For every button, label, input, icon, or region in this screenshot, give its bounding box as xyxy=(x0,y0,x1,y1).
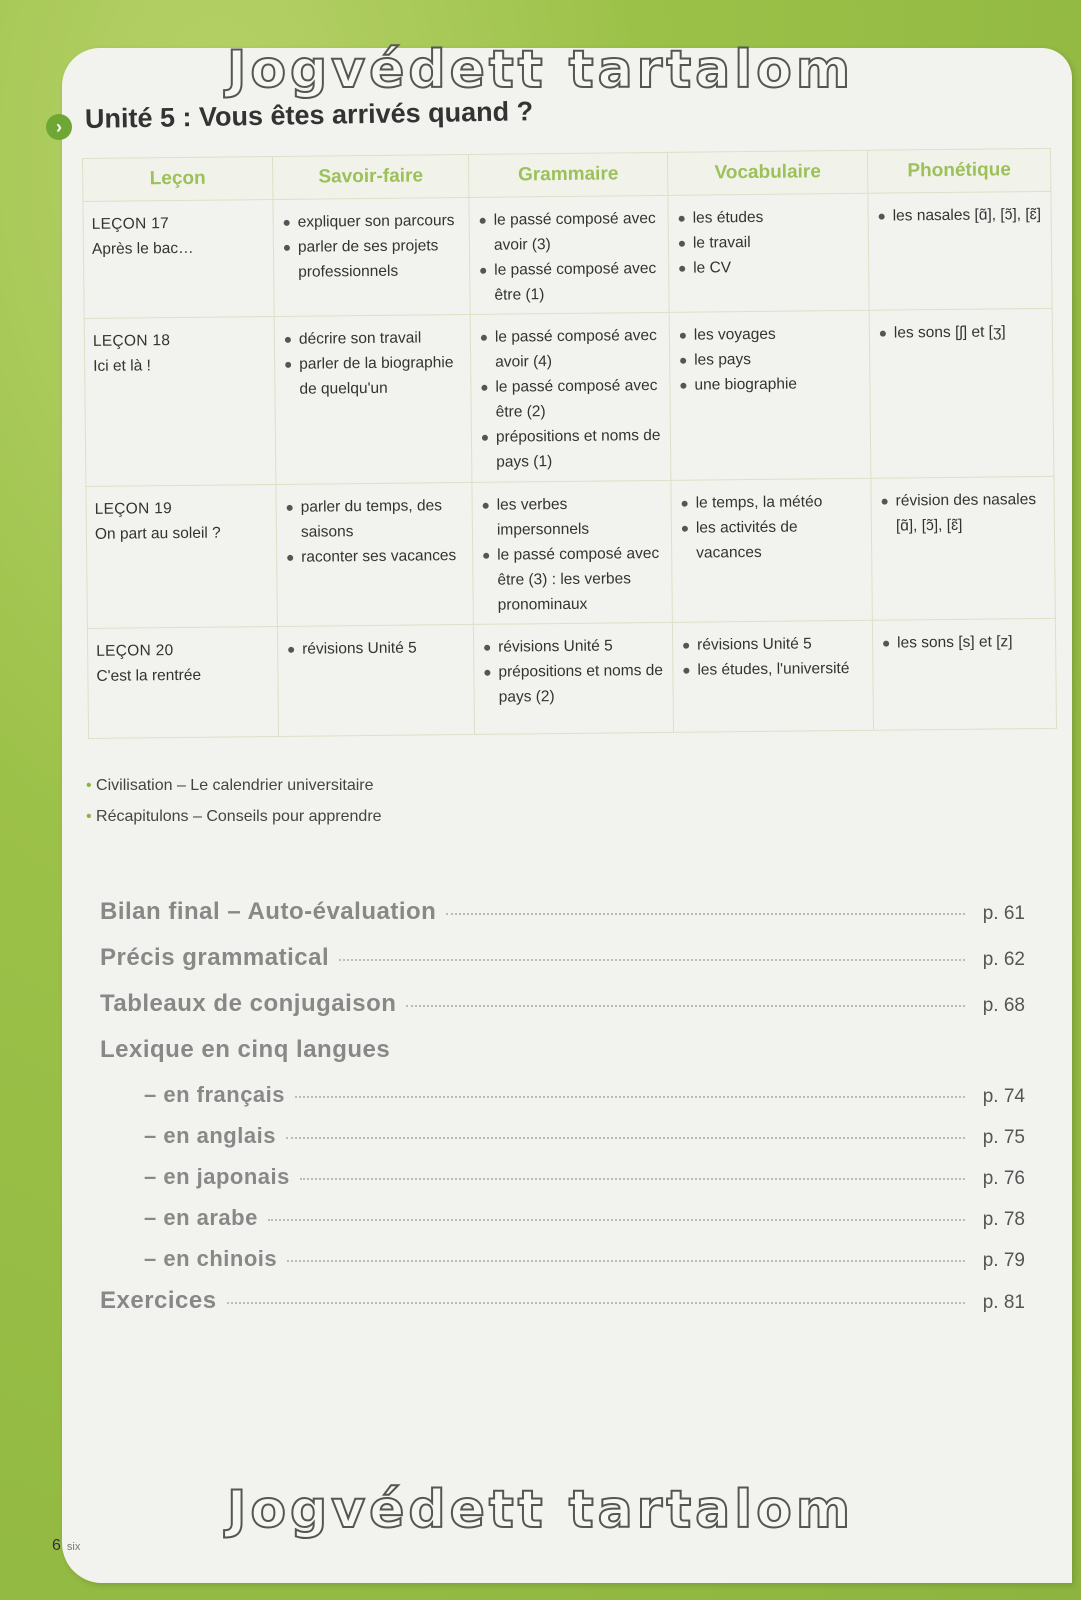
list-item: révision des nasales [ɑ̃], [ɔ̃], [ɛ̃] xyxy=(880,487,1047,539)
lesson-cell xyxy=(87,626,278,738)
toc-entry xyxy=(100,944,1025,990)
toc-leader-dots xyxy=(300,1178,965,1180)
phonetique-list xyxy=(881,629,1047,656)
grammaire-cell xyxy=(472,480,672,624)
list-item: parler de la biographie de quelqu'un xyxy=(283,350,463,402)
header-vocabulaire: Vocabulaire xyxy=(667,150,867,195)
list-item: les études xyxy=(677,204,860,231)
toc-label: Tableaux de conjugaison xyxy=(100,990,397,1017)
vocabulaire-cell xyxy=(669,310,871,480)
list-item: le passé composé avec être (1) xyxy=(478,256,661,308)
toc-entry xyxy=(100,1205,1025,1246)
lesson-cell xyxy=(83,200,274,319)
note-recapitulons: • Récapitulons – Conseils pour apprendre xyxy=(86,801,382,832)
vocabulaire-list xyxy=(681,631,865,683)
list-item: révisions Unité 5 xyxy=(482,633,664,660)
header-phonetique: Phonétique xyxy=(867,148,1050,193)
toc-label: Précis grammatical xyxy=(100,944,330,971)
grammaire-cell xyxy=(470,312,671,482)
lesson-number: LEÇON 18 xyxy=(92,332,171,350)
toc-page-ref: p. 79 xyxy=(982,1250,1025,1271)
table-row xyxy=(84,308,1054,486)
phonetique-list xyxy=(878,319,1044,346)
toc-page-ref: p. 78 xyxy=(982,1209,1025,1230)
toc-leader-dots xyxy=(339,959,965,961)
vocabulaire-cell xyxy=(668,193,869,312)
lesson-cell xyxy=(84,316,276,486)
savoir-cell xyxy=(276,482,473,626)
list-item: les verbes impersonnels xyxy=(481,491,664,543)
savoir-list xyxy=(286,635,465,662)
toc-leader-dots xyxy=(227,1302,965,1304)
watermark-top: Jogvédett tartalom xyxy=(226,40,855,100)
lesson-title: Après le bac… xyxy=(91,239,194,258)
grammaire-list xyxy=(482,633,665,710)
table-of-contents xyxy=(100,898,1025,1333)
savoir-cell xyxy=(273,197,470,316)
list-item: les sons [s] et [z] xyxy=(881,629,1047,656)
grammaire-cell xyxy=(473,622,673,734)
lesson-title: Ici et là ! xyxy=(93,357,151,375)
page-footer xyxy=(52,1537,80,1555)
vocabulaire-cell xyxy=(672,620,873,732)
watermark-bottom: Jogvédett tartalom xyxy=(226,1480,855,1540)
note-civilisation: • Civilisation – Le calendrier universitaire xyxy=(86,770,382,801)
vocabulaire-list xyxy=(680,489,864,566)
unit-bullet-icon: › xyxy=(46,114,72,140)
savoir-cell xyxy=(274,314,472,484)
toc-entry xyxy=(100,990,1025,1036)
page-number: 6 xyxy=(52,1537,61,1554)
toc-leader-dots xyxy=(406,1005,965,1007)
list-item: le travail xyxy=(677,229,860,256)
toc-label: – en français xyxy=(144,1082,286,1107)
list-item: le passé composé avec être (2) xyxy=(479,373,662,425)
unit-title: Unité 5 : Vous êtes arrivés quand ? xyxy=(84,96,534,134)
grammaire-cell xyxy=(469,195,669,314)
lesson-title: On part au soleil ? xyxy=(94,524,221,543)
toc-label: Lexique en cinq langues xyxy=(100,1036,391,1063)
savoir-cell xyxy=(277,624,474,736)
list-item: le passé composé avec avoir (3) xyxy=(478,206,661,258)
table-row xyxy=(87,618,1056,738)
list-item: les activités de vacances xyxy=(680,514,864,566)
savoir-list xyxy=(283,325,463,402)
phonetique-cell xyxy=(869,308,1054,478)
grammaire-list xyxy=(478,206,661,308)
toc-entry xyxy=(100,1164,1025,1205)
lesson-title: C'est la rentrée xyxy=(96,666,202,685)
toc-page-ref: p. 74 xyxy=(982,1086,1025,1107)
list-item: le passé composé avec avoir (4) xyxy=(479,323,662,375)
lesson-cell xyxy=(86,484,277,628)
list-item: parler du temps, des saisons xyxy=(285,493,465,545)
list-item: les pays xyxy=(678,346,861,373)
list-item: les sons [ʃ] et [ʒ] xyxy=(878,319,1044,346)
vocabulaire-list xyxy=(678,321,862,398)
list-item: prépositions et noms de pays (1) xyxy=(480,423,663,475)
list-item: une biographie xyxy=(678,371,861,398)
table-row xyxy=(83,191,1052,318)
toc-entry xyxy=(100,1082,1025,1123)
list-item: raconter ses vacances xyxy=(285,543,464,570)
toc-label: – en anglais xyxy=(144,1123,276,1148)
toc-entry xyxy=(100,1036,1025,1082)
toc-label: – en arabe xyxy=(144,1205,258,1230)
toc-page-ref: p. 62 xyxy=(982,949,1025,970)
header-lecon: Leçon xyxy=(83,157,273,202)
phonetique-list xyxy=(877,202,1043,229)
list-item: le CV xyxy=(677,254,860,281)
list-item: décrire son travail xyxy=(283,325,462,352)
toc-page-ref: p. 75 xyxy=(982,1127,1025,1148)
header-savoir-faire: Savoir-faire xyxy=(272,154,468,199)
toc-leader-dots xyxy=(286,1137,965,1139)
list-item: les nasales [ɑ̃], [ɔ̃], [ɛ̃] xyxy=(877,202,1043,229)
vocabulaire-cell xyxy=(671,478,872,622)
unit-notes xyxy=(86,770,382,832)
phonetique-cell xyxy=(868,191,1052,310)
toc-label: – en chinois xyxy=(144,1246,278,1271)
list-item: parler de ses projets professionnels xyxy=(282,233,462,285)
toc-entry xyxy=(100,1123,1025,1164)
list-item: le temps, la météo xyxy=(680,489,863,516)
lesson-number: LEÇON 20 xyxy=(96,642,174,660)
toc-leader-dots xyxy=(268,1219,965,1221)
toc-label: Bilan final – Auto-évaluation xyxy=(100,898,437,925)
grammaire-list xyxy=(479,323,663,475)
list-item: les voyages xyxy=(678,321,861,348)
list-item: révisions Unité 5 xyxy=(286,635,465,662)
savoir-list xyxy=(282,208,462,285)
toc-page-ref: p. 81 xyxy=(982,1292,1025,1313)
toc-entry xyxy=(100,1246,1025,1287)
toc-entry xyxy=(100,1287,1025,1333)
curriculum-table xyxy=(82,148,1057,739)
header-grammaire: Grammaire xyxy=(468,152,667,197)
grammaire-list xyxy=(481,491,664,618)
list-item: prépositions et noms de pays (2) xyxy=(482,658,665,710)
toc-page-ref: p. 68 xyxy=(982,995,1025,1016)
lesson-number: LEÇON 19 xyxy=(94,500,173,518)
table-row xyxy=(86,476,1055,628)
phonetique-cell xyxy=(871,476,1055,620)
toc-entry xyxy=(100,898,1025,944)
savoir-list xyxy=(285,493,465,570)
list-item: révisions Unité 5 xyxy=(681,631,864,658)
toc-leader-dots xyxy=(446,913,965,915)
toc-label: Exercices xyxy=(100,1287,217,1314)
toc-page-ref: p. 76 xyxy=(982,1168,1025,1189)
toc-label: – en japonais xyxy=(144,1164,290,1189)
vocabulaire-list xyxy=(677,204,861,281)
toc-leader-dots xyxy=(295,1096,965,1098)
page-number-word: six xyxy=(66,1541,81,1553)
lesson-number: LEÇON 17 xyxy=(91,215,170,233)
toc-leader-dots xyxy=(287,1260,965,1262)
phonetique-cell xyxy=(872,618,1056,730)
list-item: le passé composé avec être (3) : les verbes pronominaux xyxy=(481,541,664,618)
list-item: expliquer son parcours xyxy=(282,208,461,235)
phonetique-list xyxy=(880,487,1047,539)
toc-page-ref: p. 61 xyxy=(982,903,1025,924)
list-item: les études, l'université xyxy=(681,656,864,683)
